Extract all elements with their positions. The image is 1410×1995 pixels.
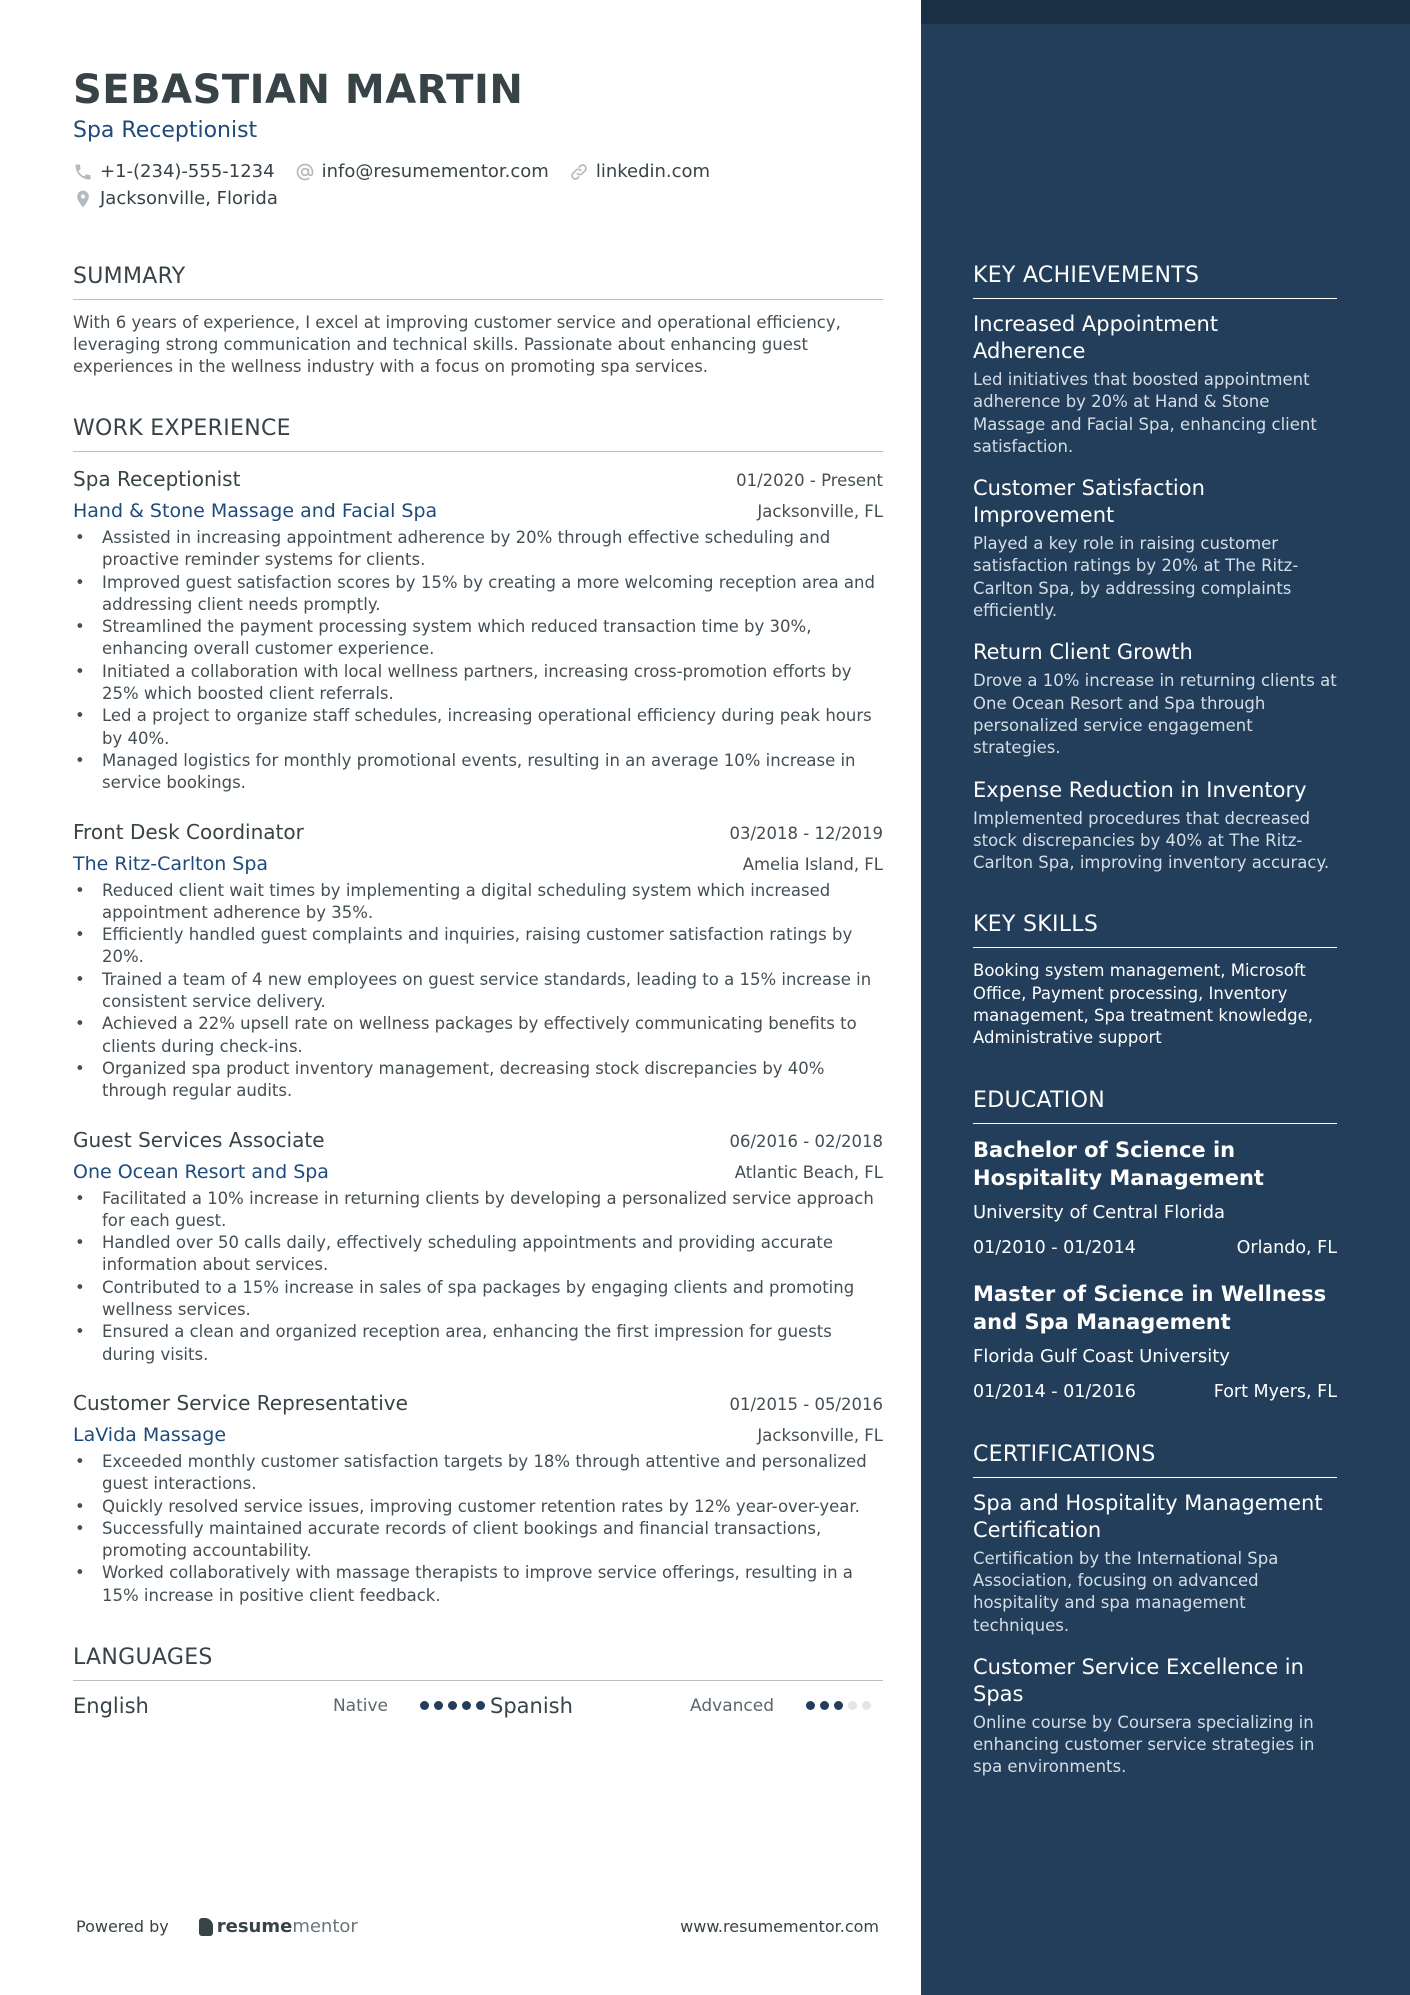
languages-heading: LANGUAGES	[73, 1645, 883, 1681]
job-entry	[73, 1125, 883, 1366]
link-icon	[569, 162, 589, 182]
bullet-item: • Contributed to a 15% increase in sales of spa packages by engaging clients and promoting wellness services.	[73, 1277, 883, 1322]
skills-text: Booking system management, Microsoft Office, Payment processing, Inventory management, Spa treatment knowledge, Administrative support	[973, 961, 1314, 1048]
education-degree: Bachelor of Science in Hospitality Management	[973, 1137, 1264, 1190]
certification-item	[973, 1490, 1337, 1637]
job-company: One Ocean Resort and Spa	[73, 1160, 329, 1183]
summary-heading: SUMMARY	[73, 264, 883, 300]
job-company: The Ritz-Carlton Spa	[73, 852, 269, 875]
job-dates: 06/2016 - 02/2018	[729, 1131, 883, 1151]
phone-text: +1-(234)-555-1234	[100, 161, 275, 182]
bullet-item: • Successfully maintained accurate records of client bookings and financial transactions, promoting accountability.	[73, 1518, 883, 1563]
summary-text: With 6 years of experience, I excel at improving customer service and operational efficiency, leveraging strong communication and technical skills. Passionate about enhancing guest experiences in the wellness industry with a focus on promoting spa services.	[73, 313, 841, 376]
achievement-text: Led initiatives that boosted appointment adherence by 20% at Hand & Stone Massage and Facial Spa, enhancing client satisfaction.	[973, 370, 1317, 456]
bullet-item: • Assisted in increasing appointment adherence by 20% through effective scheduling and proactive reminder systems for clients.	[73, 527, 883, 572]
job-bullets	[73, 1451, 883, 1607]
education-school: Florida Gulf Coast University	[973, 1345, 1230, 1367]
achievement-text: Implemented procedures that decreased stock discrepancies by 40% at The Ritz-Carlton Spa, improving inventory accuracy.	[973, 808, 1330, 873]
certification-title: Customer Service Excellence in Spas	[973, 1654, 1304, 1706]
language-level: Advanced	[690, 1695, 774, 1716]
achievement-text: Played a key role in raising customer satisfaction ratings by 20% at The Ritz-Carlton Spa, by addressing complaints efficiently.	[973, 534, 1299, 621]
bullet-item: • Efficiently handled guest complaints and inquiries, raising customer satisfaction ratings by 20%.	[73, 924, 883, 969]
certification-text: Certification by the International Spa Association, focusing on advanced hospitality and spa management techniques.	[973, 1548, 1279, 1635]
footer	[76, 1916, 879, 1937]
language-item	[73, 1694, 490, 1718]
language-rating	[806, 1701, 876, 1710]
certifications-heading: CERTIFICATIONS	[973, 1442, 1337, 1478]
bullet-item: • Achieved a 22% upsell rate on wellness packages by effectively communicating benefits to clients during check-ins.	[73, 1013, 883, 1058]
job-dates: 01/2020 - Present	[736, 471, 883, 490]
education-section	[973, 1088, 1337, 1404]
job-location: Atlantic Beach, FL	[734, 1162, 883, 1182]
sidebar	[921, 0, 1410, 1995]
rating-dot-filled	[806, 1701, 815, 1710]
phone-icon	[73, 162, 93, 182]
job-title: Spa Receptionist	[73, 467, 241, 491]
logo-text-mentor: mentor	[292, 1916, 358, 1937]
skills-heading: KEY SKILLS	[973, 912, 1337, 948]
achievement-item	[973, 639, 1337, 759]
contact-info	[73, 158, 883, 212]
education-location: Orlando, FL	[1236, 1237, 1337, 1258]
bullet-item: • Worked collaboratively with massage therapists to improve service offerings, resulting in a 15% increase in positive client feedback.	[73, 1562, 883, 1607]
location-text: Jacksonville, Florida	[100, 188, 278, 209]
bullet-item: • Handled over 50 calls daily, effectively scheduling appointments and providing accurate information about services.	[73, 1232, 883, 1277]
job-entry	[73, 464, 883, 795]
bullet-item: • Ensured a clean and organized reception area, enhancing the first impression for guests during visits.	[73, 1321, 883, 1366]
achievement-item	[973, 777, 1337, 875]
work-experience-heading: WORK EXPERIENCE	[73, 416, 883, 452]
job-bullets	[73, 1188, 883, 1366]
job-title: Customer Service Representative	[73, 1390, 408, 1415]
bullet-item: • Facilitated a 10% increase in returning clients by developing a personalized service approach for each guest.	[73, 1188, 883, 1233]
rating-dot-filled	[434, 1701, 443, 1710]
bullet-item: • Organized spa product inventory management, decreasing stock discrepancies by 40% through regular audits.	[73, 1058, 883, 1103]
education-location: Fort Myers, FL	[1213, 1381, 1337, 1402]
achievements-heading: KEY ACHIEVEMENTS	[973, 263, 1337, 299]
job-dates: 01/2015 - 05/2016	[729, 1394, 883, 1414]
certification-item	[973, 1654, 1337, 1779]
resumementor-logo[interactable]	[199, 1916, 358, 1937]
certification-title: Spa and Hospitality Management Certification	[973, 1490, 1323, 1542]
linkedin-text: linkedin.com	[595, 161, 711, 182]
job-title: Front Desk Coordinator	[73, 819, 304, 844]
rating-dot-filled	[476, 1701, 485, 1710]
job-company: Hand & Stone Massage and Facial Spa	[73, 500, 438, 522]
job-location: Amelia Island, FL	[742, 854, 883, 874]
achievement-text: Drove a 10% increase in returning clients at One Ocean Resort and Spa through personalized service engagement strategies.	[973, 671, 1337, 758]
job-company: LaVida Massage	[73, 1423, 227, 1446]
certifications-section	[973, 1442, 1337, 1779]
education-item	[973, 1136, 1337, 1260]
location-contact	[73, 188, 278, 209]
at-icon	[295, 162, 315, 182]
rating-dot-filled	[462, 1701, 471, 1710]
education-dates: 01/2010 - 01/2014	[973, 1237, 1136, 1258]
language-name: English	[73, 1693, 149, 1718]
education-item	[973, 1280, 1337, 1404]
achievements-section	[973, 263, 1337, 874]
powered-by-text: Powered by	[76, 1917, 169, 1936]
job-bullets	[73, 880, 883, 1103]
achievement-item	[973, 475, 1337, 622]
bullet-item: • Quickly resolved service issues, improving customer retention rates by 12% year-over-year.	[73, 1496, 883, 1518]
location-pin-icon	[73, 189, 93, 209]
language-item	[490, 1694, 883, 1718]
languages-section	[73, 1645, 883, 1721]
bullet-item: • Initiated a collaboration with local wellness partners, increasing cross-promotion efforts by 25% which boosted client referrals.	[73, 661, 883, 706]
phone-contact	[73, 161, 275, 182]
logo-text-resume: resume	[216, 1916, 293, 1937]
certification-text: Online course by Coursera specializing in enhancing customer service strategies in spa environments.	[973, 1712, 1315, 1777]
job-title: Guest Services Associate	[73, 1127, 325, 1152]
bullet-item: • Reduced client wait times by implementing a digital scheduling system which increased appointment adherence by 35%.	[73, 880, 883, 925]
rating-dot-filled	[448, 1701, 457, 1710]
rating-dot-filled	[834, 1701, 843, 1710]
website-link[interactable]: www.resumementor.com	[680, 1917, 879, 1936]
job-location: Jacksonville, FL	[757, 1425, 883, 1445]
bullet-item: • Managed logistics for monthly promotional events, resulting in an average 10% increase in service bookings.	[73, 750, 883, 795]
rating-dot-filled	[420, 1701, 429, 1710]
skills-section	[973, 912, 1337, 1049]
email-text: info@resumementor.com	[321, 161, 549, 182]
bullet-item: • Trained a team of 4 new employees on guest service standards, leading to a 15% increase in consistent service delivery.	[73, 969, 883, 1014]
bullet-item: • Led a project to organize staff schedules, increasing operational efficiency during peak hours by 40%.	[73, 705, 883, 750]
linkedin-contact[interactable]	[569, 161, 710, 182]
job-entry	[73, 1388, 883, 1607]
achievement-title: Expense Reduction in Inventory	[973, 777, 1307, 802]
education-degree: Master of Science in Wellness and Spa Management	[973, 1281, 1327, 1334]
achievement-title: Increased Appointment Adherence	[973, 312, 1219, 363]
logo-mark-icon	[199, 1918, 213, 1936]
job-location: Jacksonville, FL	[757, 502, 883, 521]
candidate-name: SEBASTIAN MARTIN	[73, 67, 524, 113]
rating-dot-empty	[848, 1701, 857, 1710]
email-contact[interactable]	[295, 161, 549, 182]
achievement-item	[973, 311, 1337, 458]
education-school: University of Central Florida	[973, 1201, 1226, 1223]
language-rating	[420, 1701, 490, 1710]
sidebar-top-band	[921, 0, 1410, 24]
achievement-title: Return Client Growth	[973, 640, 1193, 665]
job-entry	[73, 817, 883, 1103]
bullet-item: • Streamlined the payment processing system which reduced transaction time by 30%, enhancing overall customer experience.	[73, 616, 883, 661]
summary-section	[73, 264, 883, 378]
rating-dot-filled	[820, 1701, 829, 1710]
candidate-role: Spa Receptionist	[73, 118, 258, 143]
bullet-item: • Exceeded monthly customer satisfaction targets by 18% through attentive and personalized guest interactions.	[73, 1451, 883, 1496]
achievement-title: Customer Satisfaction Improvement	[973, 476, 1205, 528]
education-heading: EDUCATION	[973, 1088, 1337, 1124]
job-bullets	[73, 527, 883, 795]
work-experience-section	[73, 416, 883, 1607]
language-level: Native	[332, 1695, 388, 1716]
language-name: Spanish	[490, 1693, 573, 1718]
education-dates: 01/2014 - 01/2016	[973, 1381, 1136, 1402]
bullet-item: • Improved guest satisfaction scores by 15% by creating a more welcoming reception area and addressing client needs promptly.	[73, 572, 883, 617]
job-dates: 03/2018 - 12/2019	[729, 823, 883, 843]
rating-dot-empty	[862, 1701, 871, 1710]
